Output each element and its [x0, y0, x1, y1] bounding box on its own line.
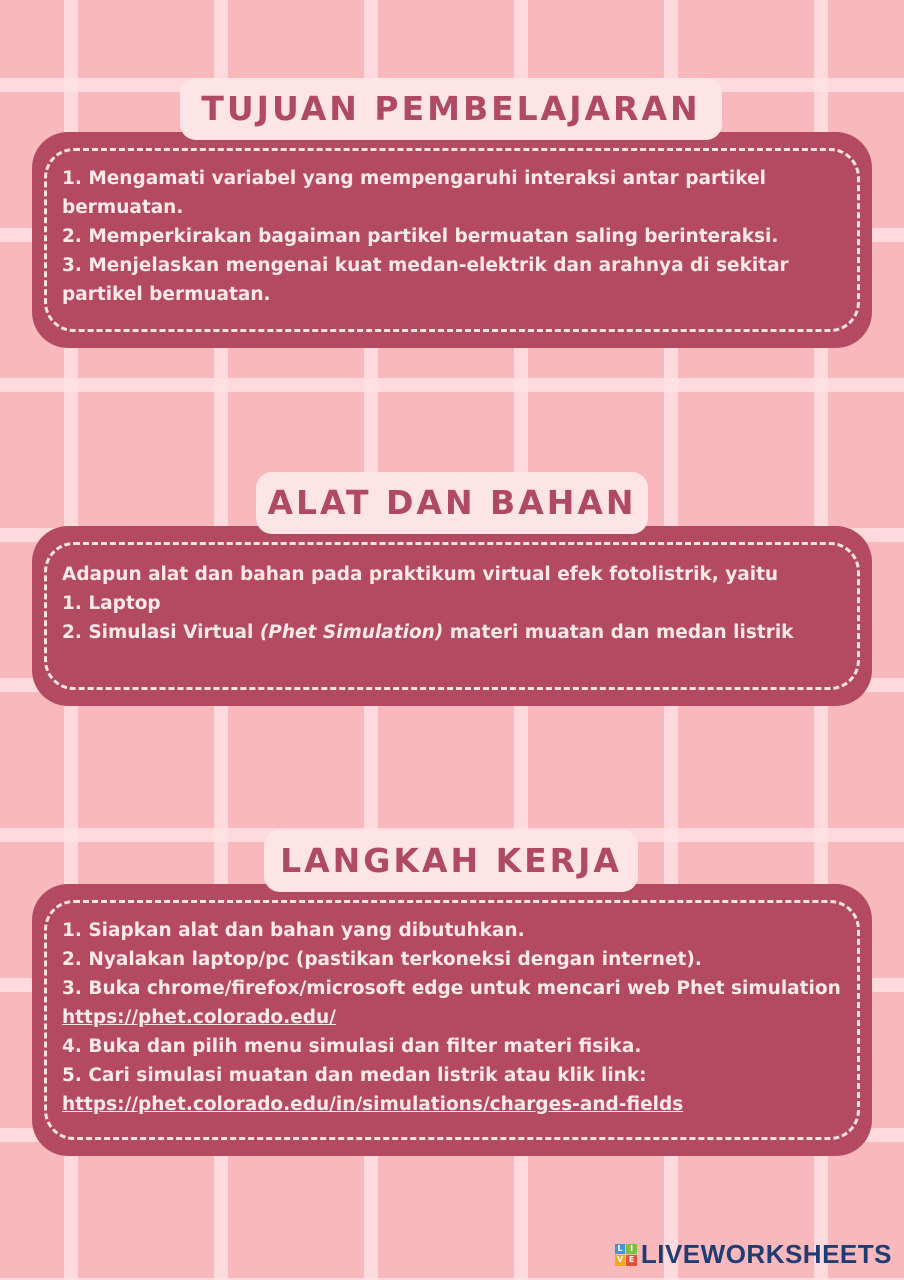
langkah-step-3-text: 3. Buka chrome/firefox/microsoft edge untuk mencari web Phet simulation	[62, 978, 841, 999]
alat-intro: Adapun alat dan bahan pada praktikum virtual efek fotolistrik, yaitu	[62, 564, 779, 585]
langkah-step-1: 1. Siapkan alat dan bahan yang dibutuhkan.	[62, 920, 525, 941]
langkah-step-2: 2. Nyalakan laptop/pc (pastikan terkoneksi dengan internet).	[62, 949, 702, 970]
alat-text	[62, 560, 844, 647]
logo-letter: L	[615, 1244, 626, 1255]
alat-item-2-italic: (Phet Simulation)	[259, 622, 444, 643]
section-title-alat: ALAT DAN BAHAN	[256, 472, 648, 534]
logo-letter: V	[615, 1255, 626, 1266]
tujuan-item-1: 1. Mengamati variabel yang mempengaruhi interaksi antar partikel bermuatan.	[62, 168, 766, 218]
liveworksheets-logo-icon	[615, 1244, 637, 1266]
section-title-langkah: LANGKAH KERJA	[264, 830, 638, 892]
alat-item-2-prefix: 2. Simulasi Virtual	[62, 622, 260, 643]
langkah-step-5-link-line	[62, 1090, 844, 1119]
tujuan-card	[32, 132, 872, 348]
langkah-text	[62, 916, 844, 1119]
logo-letter: E	[626, 1255, 637, 1266]
langkah-step-4: 4. Buka dan pilih menu simulasi dan filter materi fisika.	[62, 1036, 642, 1057]
logo-letter: I	[626, 1244, 637, 1255]
tujuan-item-2: 2. Memperkirakan bagaiman partikel bermuatan saling berinteraksi.	[62, 226, 779, 247]
section-title-tujuan: TUJUAN PEMBELAJARAN	[180, 78, 722, 140]
langkah-card	[32, 884, 872, 1156]
phet-charges-link[interactable]: https://phet.colorado.edu/in/simulations/charges-and-fields	[62, 1094, 684, 1115]
liveworksheets-brand	[615, 1239, 892, 1270]
alat-card	[32, 526, 872, 706]
phet-home-link[interactable]: https://phet.colorado.edu/	[62, 1007, 336, 1028]
liveworksheets-wordmark: LIVEWORKSHEETS	[640, 1239, 892, 1269]
langkah-step-5: 5. Cari simulasi muatan dan medan listrik atau klik link:	[62, 1065, 647, 1086]
langkah-step-3	[62, 974, 844, 1032]
alat-item-1: 1. Laptop	[62, 593, 161, 614]
tujuan-text	[62, 164, 844, 309]
alat-item-2-suffix: materi muatan dan medan listrik	[443, 622, 794, 643]
alat-item-2	[62, 618, 844, 647]
tujuan-item-3: 3. Menjelaskan mengenai kuat medan-elektrik dan arahnya di sekitar partikel bermuatan.	[62, 255, 789, 305]
